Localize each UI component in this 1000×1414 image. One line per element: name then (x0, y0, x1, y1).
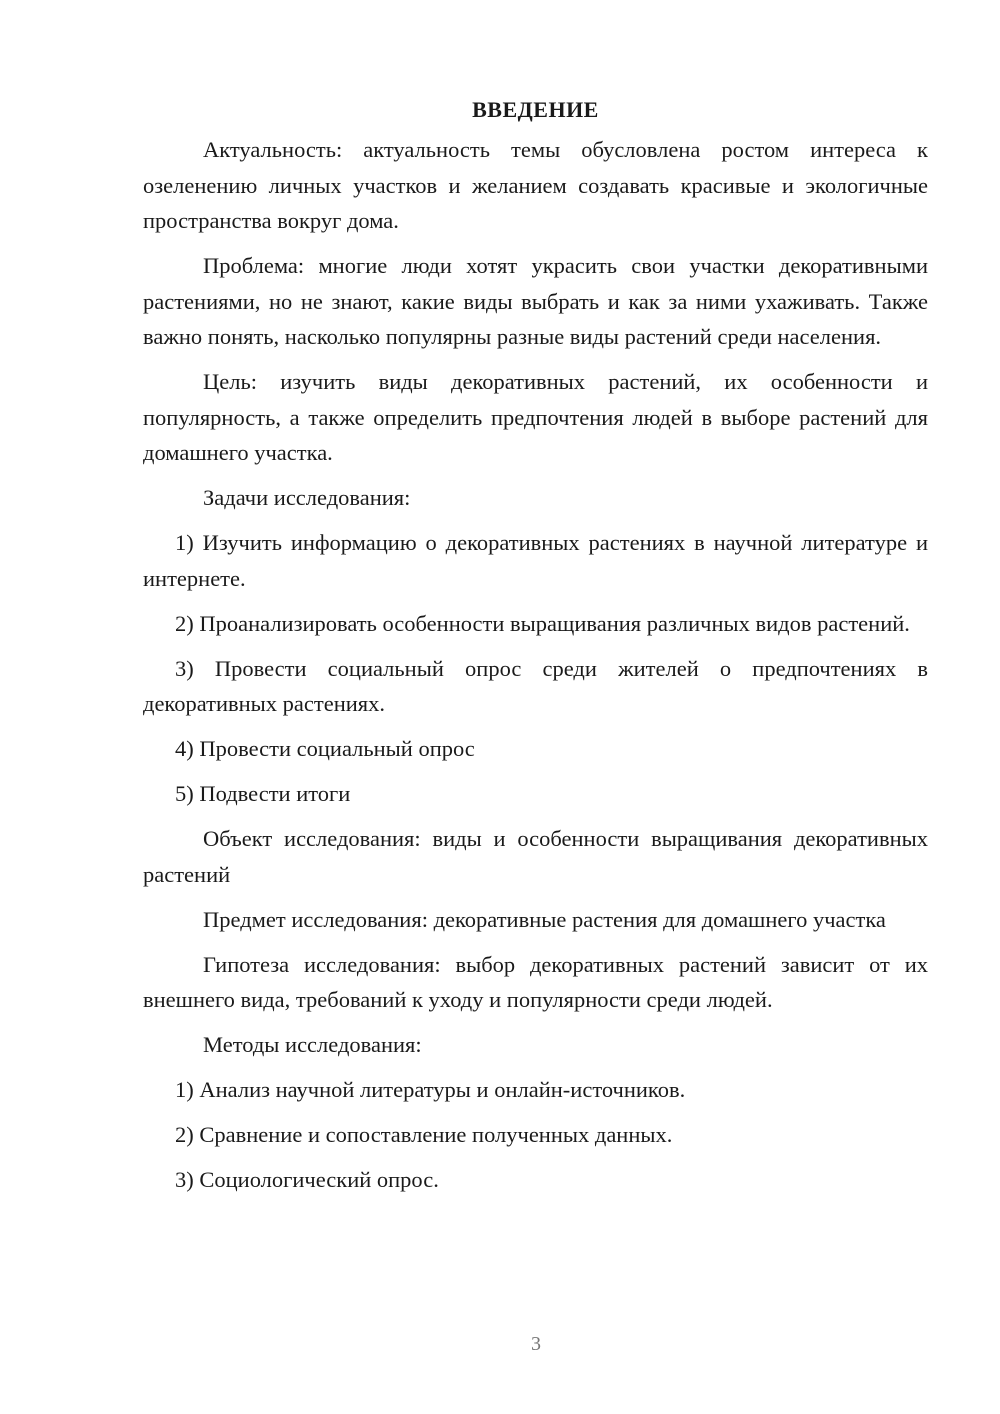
task-item: 5) Подвести итоги (175, 781, 351, 806)
page-title: ВВЕДЕНИЕ (472, 97, 599, 122)
methods-heading: Методы исследования: (203, 1032, 422, 1057)
document-page (143, 92, 928, 1207)
relevance-paragraph: Актуальность: актуальность темы обусловлена ростом интереса к озеленению личных участков и желанием создавать красивые и экологичные пространства вокруг дома. (143, 137, 928, 233)
method-item: 3) Социологический опрос. (175, 1167, 439, 1192)
task-item: 4) Провести социальный опрос (175, 736, 475, 761)
hypothesis-paragraph: Гипотеза исследования: выбор декоративных растений зависит от их внешнего вида, требований к уходу и популярности среди людей. (143, 951, 928, 1012)
task-item: 2) Проанализировать особенности выращивания различных видов растений. (175, 610, 910, 636)
subject-paragraph: Предмет исследования: декоративные растения для домашнего участка (203, 906, 886, 932)
problem-paragraph: Проблема: многие люди хотят украсить свои участки декоративными растениями, но не знают, какие виды выбрать и как за ними ухаживать. Также важно понять, насколько популярны разные виды растений среди населения. (143, 253, 928, 349)
tasks-heading: Задачи исследования: (203, 485, 411, 510)
task-item: 1) Изучить информацию о декоративных растениях в научной литературе и интернете. (143, 530, 928, 591)
object-paragraph: Объект исследования: виды и особенности выращивания декоративных растений (143, 826, 928, 887)
method-item: 1) Анализ научной литературы и онлайн-источников. (175, 1077, 686, 1102)
goal-paragraph: Цель: изучить виды декоративных растений, их особенности и популярность, а также определить предпочтения людей в выборе растений для домашнего участка. (143, 369, 928, 465)
method-item: 2) Сравнение и сопоставление полученных данных. (175, 1122, 673, 1147)
task-item: 3) Провести социальный опрос среди жителей о предпочтениях в декоративных растениях. (143, 655, 928, 716)
page-number: 3 (531, 1333, 541, 1355)
